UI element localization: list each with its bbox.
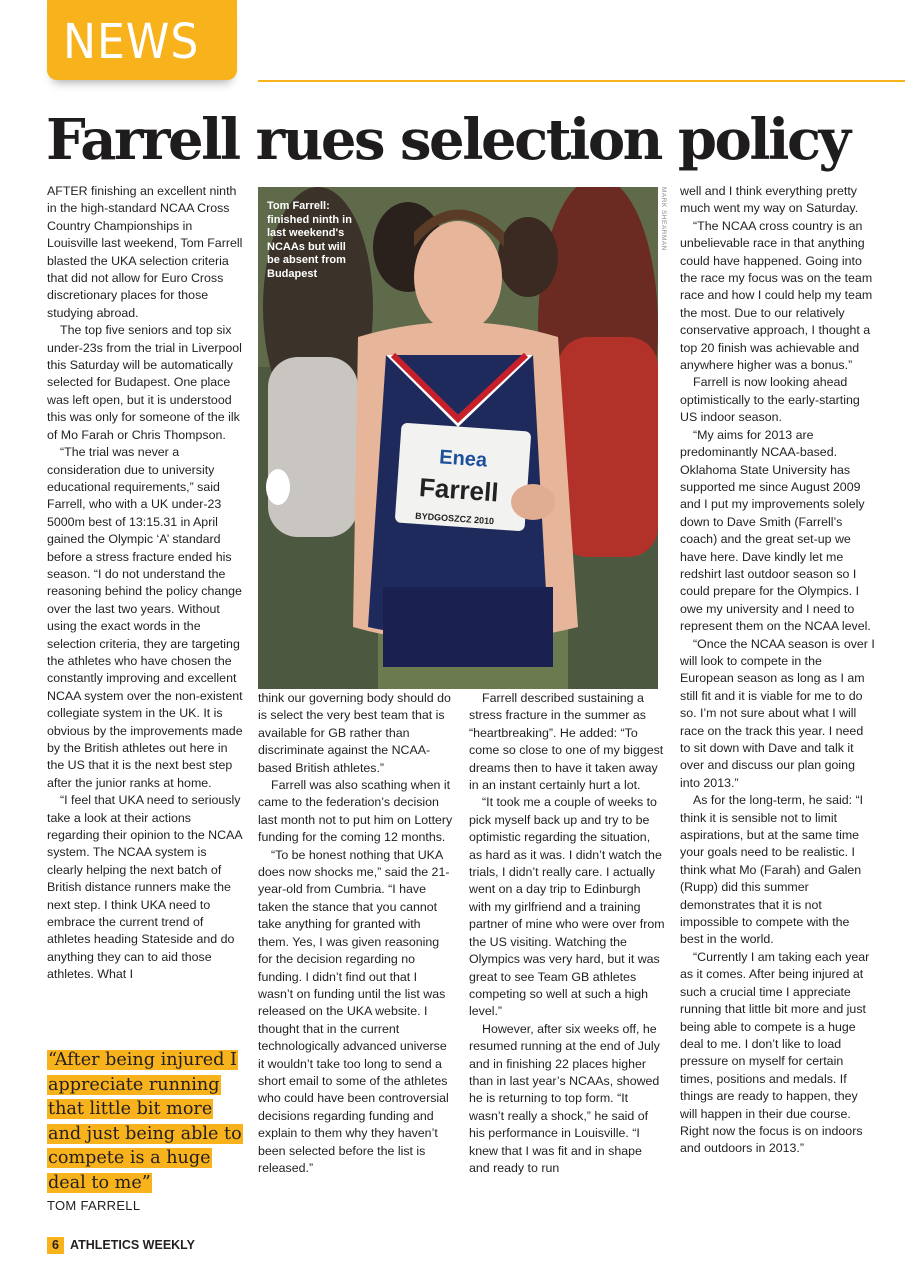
publication-name: ATHLETICS WEEKLY <box>70 1238 196 1252</box>
article-column-3 <box>469 690 665 1177</box>
photo-caption: Tom Farrell: finished ninth in last weekend's NCAAs but will be absent from Budapest <box>267 200 352 280</box>
pull-quote <box>47 1048 247 1195</box>
paragraph: “To be honest nothing that UKA does now shocks me,” said the 21-year-old from Cumbria. “I have taken the stance that you cannot take anything for granted with them. Yes, I was given reasoning for the decision regarding no funding. I didn’t find out that I wasn’t on funding until the list was released on the UKA website. I thought that in the current technologically advanced universe it wouldn’t take too long to send a short email to some of the athletes who could have been controversial decisions regarding funding and explain to them why they haven’t been selected before the list is released.” <box>258 847 450 1175</box>
paragraph: “Once the NCAA season is over I will look to compete in the European season as long as I am still fit and it is viable for me to do so. I’m not sure about what I will race on the track this year. I need to sit down with Dave and talk it over and discuss our plan going into 2013.” <box>680 636 875 790</box>
bib-name: Farrell <box>418 472 500 508</box>
paragraph: well and I think everything pretty much went my way on Saturday. <box>680 184 859 216</box>
article-column-2 <box>258 690 454 1177</box>
paragraph: As for the long-term, he said: “I think it is sensible not to limit aspirations, but at the same time your goals need to be realistic. I think what Mo (Farah) and Galen (Rupp) did this summer demonstrates that it is not impossible to compete with the best in the world. <box>680 793 864 947</box>
page-footer <box>47 1237 195 1254</box>
paragraph: “Currently I am taking each year as it comes. After being injured at such a crucial time I appreciate running that little bit more and just being able to compete is a huge deal to me. I don’t like to load pressure on myself for certain times, positions and medals. If things are ready to happen, they will happen in their due course. Right now the focus is on indoors and outdoors in 2013.” <box>680 949 870 1156</box>
article-column-4 <box>680 183 876 1158</box>
section-label: NEWS <box>63 14 200 70</box>
photo-credit-text: MARK SHEARMAN <box>660 187 667 251</box>
paragraph: However, after six weeks off, he resumed running at the end of July and in finishing 22 places higher than in last year’s NCAAs, showed he is returning to top form. “It wasn’t really a shock,” he said of his performance in Louisville. “I knew that I was fit and in shape and ready to run <box>469 1021 660 1175</box>
pull-quote-attribution: TOM FARRELL <box>47 1198 141 1213</box>
section-rule <box>258 80 905 82</box>
paragraph: “The trial was never a consideration due to university educational requirements,” said Farrell, who with a UK under-23 5000m best of 13:15.31 in April gained the Olympic ‘A’ standard before a stress fracture ended his season. “I do not understand the reasoning behind the policy change over the last two years. Without using the exact words in the selection criteria, they are targeting the athletes who have chosen the constantly improving and excellent NCAA system over the non-existent collegiate system in the UK. It is obvious by the improvements made by the British athletes out here in the US that it is the next best step after the junior ranks at home. <box>47 445 243 790</box>
bib-city: BYDGOSZCZ 2010 <box>414 510 495 527</box>
paragraph: “I feel that UKA need to seriously take a look at their actions regarding their opinion to the NCAA system. The NCAA system is clearly helping the next batch of British distance runners make the next step. I think UKA need to embrace the current trend of athletes heading Stateside and do anything they can to aid those athletes. What I <box>47 793 242 982</box>
paragraph: “It took me a couple of weeks to pick myself back up and try to be optimistic regarding the situation, as hard as it was. I didn’t watch the trials, I didn’t really care. I actually went on a day trip to Edinburgh with my girlfriend and a training partner of mine who were over from the US visiting. Watching the Olympics was very hard, but it was great to see Team GB athletes competing so well at such a high level.” <box>469 795 665 1019</box>
paragraph: think our governing body should do is select the very best team that is available for GB rather than discriminate against the NCAA-based British athletes.” <box>258 691 451 775</box>
article-column-1 <box>47 183 243 984</box>
article-photo <box>258 187 658 689</box>
section-tab <box>47 0 237 80</box>
paragraph: Farrell is now looking ahead optimistically to the early-starting US indoor season. <box>680 375 860 425</box>
bib-sponsor: Enea <box>438 446 488 472</box>
pull-quote-text: “After being injured I appreciate running that little bit more and just being able to compete is a huge deal to me” <box>48 1050 242 1193</box>
paragraph: Farrell described sustaining a stress fracture in the summer as “heartbreaking”. He added: “To come so close to one of my biggest dreams then to have it taken away in an instant certainly hurt a lot. <box>469 691 664 793</box>
paragraph: “The NCAA cross country is an unbelievable race in that anything could have happened. Going into the race my focus was on the team race and how I could help my team the most. Due to our relatively conservative approach, I thought a top 20 finish was achievable and anywhere higher was a bonus.” <box>680 218 873 373</box>
paragraph: The top five seniors and top six under-23s from the trial in Liverpool this Saturday will be automatically selected for Budapest. One place was left open, but it is understood this was only for someone of the ilk of Mo Farah or Chris Thompson. <box>47 323 242 442</box>
photo-credit <box>660 187 674 267</box>
page-number: 6 <box>47 1237 64 1254</box>
headline: Farrell rues selection policy <box>46 107 849 173</box>
paragraph: “My aims for 2013 are predominantly NCAA-based. Oklahoma State University has supported me since August 2009 and I put my improvements solely down to Dave Smith (Farrell’s coach) and the great set-up we have here. Dave kindly let me redshirt last outdoor season so I could prepare for the Olympics. I owe my university and I need to represent them on the NCAA level. <box>680 427 871 634</box>
paragraph: Farrell was also scathing when it came to the federation’s decision last month not to put him on Lottery funding for the coming 12 months. <box>258 778 453 845</box>
paragraph: AFTER finishing an excellent ninth in the high-standard NCAA Cross Country Championships in Louisville last weekend, Tom Farrell blasted the UKA selection criteria that did not allow for Euro Cross discretionary places for those studying abroad. <box>47 184 243 320</box>
